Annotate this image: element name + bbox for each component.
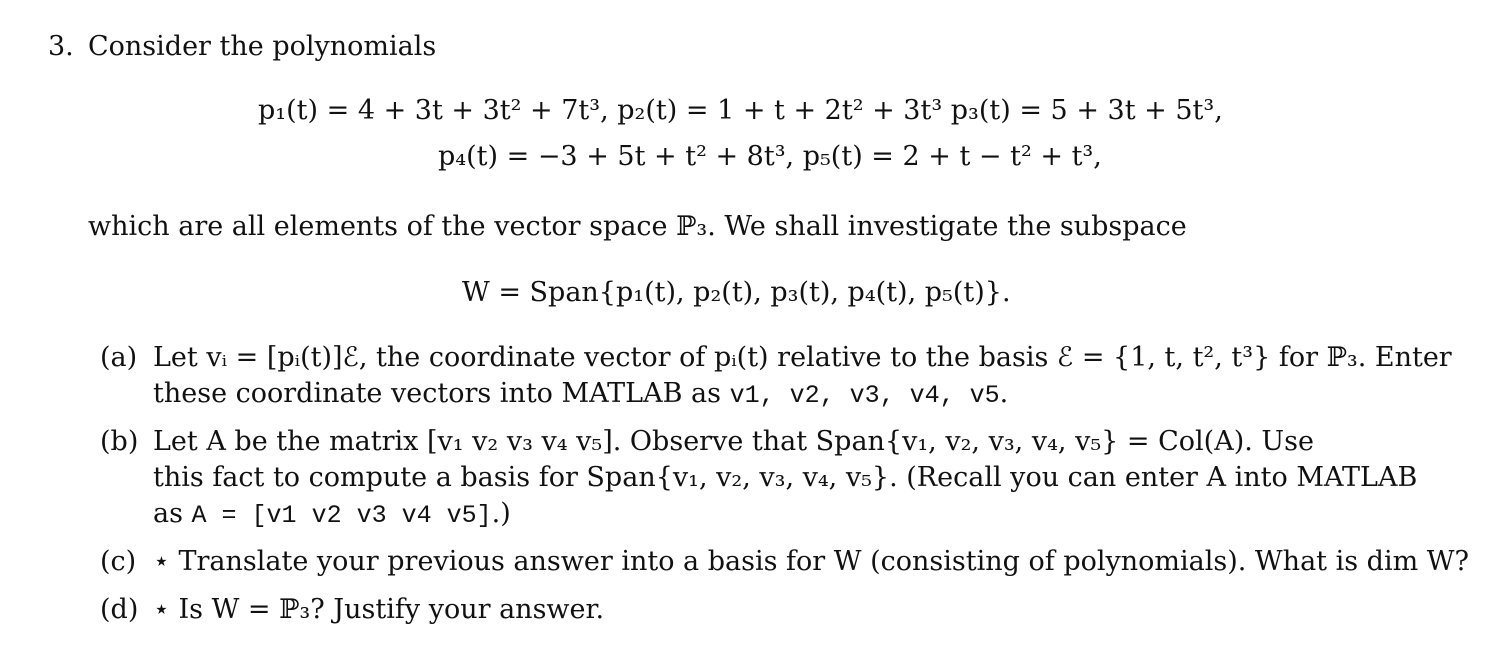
vector-space-sentence: which are all elements of the vector space ℙ₃. We shall investigate the subspace: [88, 211, 1187, 242]
part-b-matlab-code: A = [v1 v2 v3 v4 v5]: [191, 501, 492, 530]
part-c-text: ⋆ Translate your previous answer into a basis for W (consisting of polynomials). What is dim W?: [153, 546, 1469, 577]
problem-intro: Consider the polynomials: [88, 31, 437, 62]
part-b-line-3: [153, 498, 511, 532]
problem-number: 3.: [48, 31, 74, 62]
span-equation: W = Span{p₁(t), p₂(t), p₃(t), p₄(t), p₅(t)}.: [462, 277, 1011, 308]
part-a-matlab-code: v1, v2, v3, v4, v5: [729, 381, 1000, 410]
part-a-line-2-text: these coordinate vectors into MATLAB as: [153, 378, 730, 409]
part-b-label: (b): [100, 426, 139, 457]
part-d-label: (d): [100, 594, 139, 625]
part-d-text: ⋆ Is W = ℙ₃? Justify your answer.: [153, 594, 605, 625]
polynomial-equations-line-2: p₄(t) = −3 + 5t + t² + 8t³, p₅(t) = 2 + t − t² + t³,: [438, 141, 1102, 172]
polynomial-equations-line-1: p₁(t) = 4 + 3t + 3t² + 7t³, p₂(t) = 1 + t + 2t² + 3t³ p₃(t) = 5 + 3t + 5t³,: [258, 95, 1223, 126]
part-a-label: (a): [100, 342, 138, 373]
part-c-label: (c): [100, 546, 137, 577]
part-a-line-1: Let vᵢ = [pᵢ(t)]ℰ, the coordinate vector of pᵢ(t) relative to the basis ℰ = {1, t, t², t³} for ℙ₃. Enter: [153, 342, 1452, 373]
part-a-line-2: [153, 378, 1008, 412]
part-b-line-3-end: .): [491, 498, 511, 529]
part-b-line-3-text: as: [153, 498, 192, 529]
part-b-line-1: Let A be the matrix [v₁ v₂ v₃ v₄ v₅]. Observe that Span{v₁, v₂, v₃, v₄, v₅} = Col(A). Use: [153, 426, 1314, 457]
part-a-line-2-end: .: [999, 378, 1009, 409]
part-b-line-2: this fact to compute a basis for Span{v₁, v₂, v₃, v₄, v₅}. (Recall you can enter A into MATLAB: [153, 462, 1418, 493]
